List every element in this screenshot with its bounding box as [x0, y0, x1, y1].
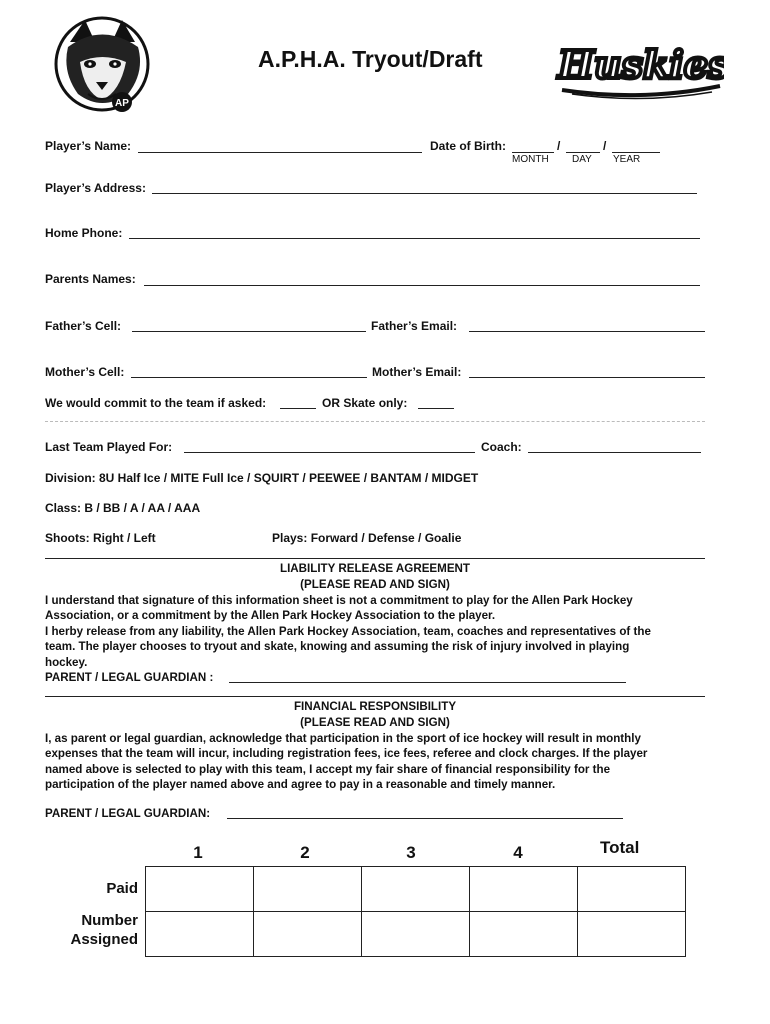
- mothers-email-label: Mother’s Email:: [372, 365, 462, 379]
- mothers-cell-label: Mother’s Cell:: [45, 365, 125, 379]
- dob-slash-2: /: [603, 139, 607, 153]
- last-team-line[interactable]: [184, 452, 475, 453]
- division-options: Division: 8U Half Ice / MITE Full Ice / SQUIRT / PEEWEE / BANTAM / MIDGET: [45, 471, 479, 485]
- skate-only-label: OR Skate only:: [322, 396, 408, 410]
- payment-table: [145, 866, 686, 957]
- financial-sign-label: PARENT / LEGAL GUARDIAN:: [45, 807, 211, 820]
- dob-month-line[interactable]: [512, 152, 554, 153]
- table-col-1: 1: [193, 843, 203, 862]
- section-divider: [45, 558, 705, 559]
- commit-line[interactable]: [280, 408, 316, 409]
- dob-month-caption: MONTH: [512, 154, 549, 165]
- fathers-email-line[interactable]: [469, 331, 705, 332]
- paid-cell-total[interactable]: [578, 867, 686, 912]
- financial-text-line-2: expenses that the team will incur, including registration fees, ice fees, referee and clock charges. If the player: [45, 747, 648, 760]
- coach-line[interactable]: [528, 452, 701, 453]
- paid-cell-3[interactable]: [362, 867, 470, 912]
- logo-badge-text: AP: [115, 98, 129, 109]
- logo-script-text: Huskies: [558, 42, 724, 87]
- number-cell-4[interactable]: [470, 912, 578, 957]
- plays-options: Plays: Forward / Defense / Goalie: [272, 531, 462, 545]
- fathers-cell-label: Father’s Cell:: [45, 319, 122, 333]
- financial-text-line-3: named above is selected to play with this team, I accept my fair share of financial responsibility for the: [45, 763, 611, 776]
- paid-cell-1[interactable]: [146, 867, 254, 912]
- huskies-script-logo: [552, 30, 724, 110]
- table-col-3: 3: [406, 843, 416, 862]
- paid-cell-4[interactable]: [470, 867, 578, 912]
- table-col-4: 4: [513, 843, 523, 862]
- dob-year-caption: YEAR: [613, 154, 641, 165]
- commit-label: We would commit to the team if asked:: [45, 396, 267, 410]
- mothers-cell-line[interactable]: [131, 377, 367, 378]
- mothers-email-line[interactable]: [469, 377, 705, 378]
- dob-year-line[interactable]: [612, 152, 660, 153]
- row-label-paid: Paid: [106, 880, 138, 897]
- husky-head-logo: [50, 12, 155, 117]
- financial-subheading: (PLEASE READ AND SIGN): [300, 716, 450, 729]
- address-line[interactable]: [152, 193, 697, 194]
- table-row-number-assigned: [146, 912, 686, 957]
- number-cell-1[interactable]: [146, 912, 254, 957]
- dob-label: Date of Birth:: [430, 139, 506, 153]
- paid-cell-2[interactable]: [254, 867, 362, 912]
- section-divider-2: [45, 696, 705, 697]
- number-cell-2[interactable]: [254, 912, 362, 957]
- liability-signature-line[interactable]: [229, 682, 626, 683]
- liability-text-line-3: I herby release from any liability, the Allen Park Hockey Association, team, coaches and representatives of the: [45, 625, 651, 638]
- section-divider-dashed: [45, 421, 705, 422]
- liability-subheading: (PLEASE READ AND SIGN): [300, 578, 450, 591]
- dob-day-line[interactable]: [566, 152, 600, 153]
- address-label: Player’s Address:: [45, 181, 146, 195]
- liability-text-line-4: team. The player chooses to tryout and skate, knowing and assuming the risk of injury involved in playing: [45, 640, 630, 653]
- home-phone-line[interactable]: [129, 238, 700, 239]
- fathers-email-label: Father’s Email:: [371, 319, 458, 333]
- home-phone-label: Home Phone:: [45, 226, 123, 240]
- coach-label: Coach:: [481, 440, 522, 454]
- fathers-cell-line[interactable]: [132, 331, 366, 332]
- liability-text-line-1: I understand that signature of this information sheet is not a commitment to play for the Allen Park Hockey: [45, 594, 633, 607]
- shoots-options: Shoots: Right / Left: [45, 531, 156, 545]
- dob-slash-1: /: [557, 139, 561, 153]
- liability-sign-label: PARENT / LEGAL GUARDIAN :: [45, 671, 214, 684]
- parents-names-label: Parents Names:: [45, 272, 136, 286]
- financial-signature-line[interactable]: [227, 818, 623, 819]
- parents-names-line[interactable]: [144, 285, 700, 286]
- skate-only-line[interactable]: [418, 408, 454, 409]
- players-name-line[interactable]: [138, 152, 422, 153]
- number-cell-3[interactable]: [362, 912, 470, 957]
- table-col-2: 2: [300, 843, 310, 862]
- row-label-assigned: Assigned: [70, 931, 138, 948]
- number-cell-total[interactable]: [578, 912, 686, 957]
- financial-text-line-4: participation of the player named above and agree to pay in a reasonable and timely manner.: [45, 778, 556, 791]
- players-name-label: Player’s Name:: [45, 139, 132, 153]
- liability-text-line-2: Association, or a commitment by the Allen Park Hockey Association to the player.: [45, 609, 496, 622]
- last-team-label: Last Team Played For:: [45, 440, 173, 454]
- table-row-paid: [146, 867, 686, 912]
- class-options: Class: B / BB / A / AA / AAA: [45, 501, 201, 515]
- table-col-total: Total: [600, 838, 640, 857]
- financial-text-line-1: I, as parent or legal guardian, acknowledge that participation in the sport of ice hockey will result in monthly: [45, 732, 641, 745]
- row-label-number: Number: [81, 912, 138, 929]
- financial-heading: FINANCIAL RESPONSIBILITY: [293, 700, 457, 713]
- dob-day-caption: DAY: [572, 154, 592, 165]
- page-title: A.P.H.A. Tryout/Draft: [258, 46, 483, 72]
- liability-text-line-5: hockey.: [45, 656, 88, 669]
- liability-heading: LIABILITY RELEASE AGREEMENT: [279, 562, 471, 575]
